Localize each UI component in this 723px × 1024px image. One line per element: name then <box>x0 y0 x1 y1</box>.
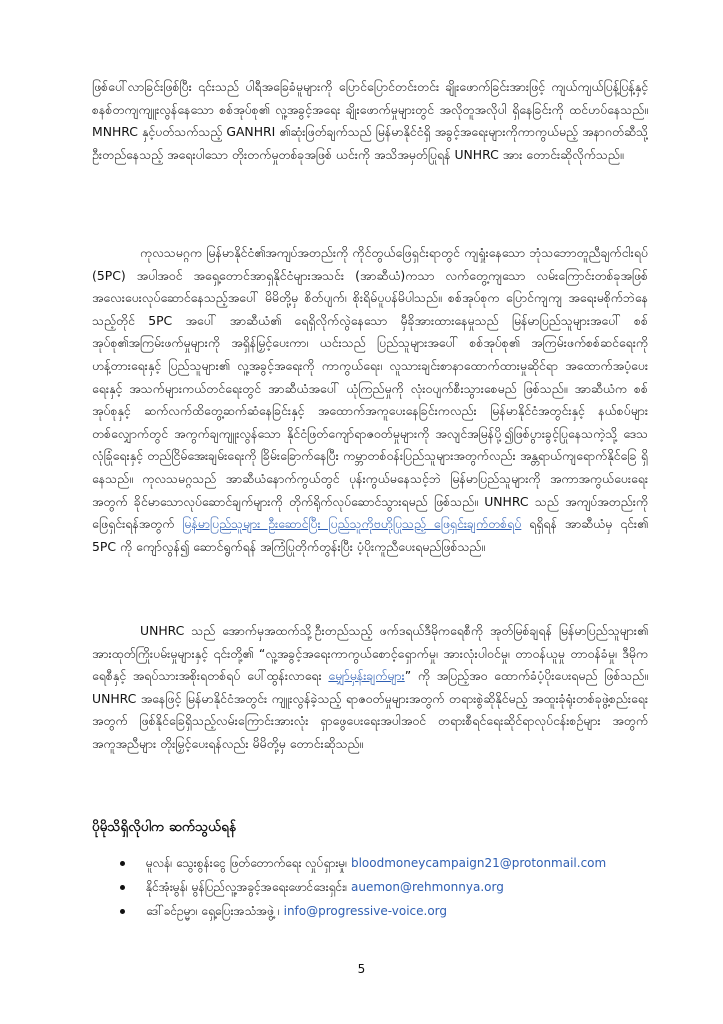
paragraph-2 <box>92 242 648 558</box>
paragraph-text: ဖြစ်ပေါ်လာခြင်းဖြစ်ပြီး ၎င်းသည် ပါရီအခြေခံမူများကို ပြောင်ပြောင်တင်းတင်း ချိုးဖောက်ခြင်းအားဖြင့် ကျယ်ကျယ်ပြန့်ပြန့်နှင့် စနစ်တကျကျူးလွန်နေသော စစ်အုပ်စု၏ လူ့အခွင့်အရေး ချိုးဖောက်မှုများတွင် အလိုတူအလိုပါ ရှိနေခြင်းကို ထင်ဟပ်နေသည်။ MNHRC နှင့်ပတ်သက်သည့် GANHRI ၏ဆုံးဖြတ်ချက်သည် မြန်မာနိုင်ငံရှိ အခွင့်အရေးများကိုကာကွယ်မည့် အနာဂတ်ဆီသို့ ဦးတည်နေသည့် အရေးပါသော တိုးတက်မှုတစ်ခုအဖြစ် ယင်းကို အသိအမှတ်ပြုရန် UNHRC အား တောင်းဆိုလိုက်သည်။ <box>92 79 648 162</box>
contact-heading: ပိုမိုသိရှိလိုပါက ဆက်သွယ်ရန် <box>92 819 236 835</box>
contact-list <box>120 852 660 924</box>
contact-email-link[interactable]: bloodmoneycampaign21@protonmail.com <box>350 856 607 870</box>
contact-email-link[interactable]: info@progressive-voice.org <box>283 904 447 918</box>
contact-item <box>120 900 660 924</box>
contact-item <box>120 852 660 876</box>
paragraph-text: ကုလသမဂ္ဂက မြန်မာနိုင်ငံ၏အကျပ်အတည်းကို ကိုင်တွယ်ဖြေရှင်းရာတွင် ကျရှုံးနေသော ဘုံသဘောတူညီချက်ငါးရပ် (5PC) အပါအဝင် အရှေ့တောင်အာရှနိုင်ငံများအသင်း (အာဆီယံ)ကသာ လက်တွေ့ကျသော လမ်းကြောင်းတစ်ခုအဖြစ် အလေးပေးလုပ်ဆောင်နေသည့်အပေါ် မိမိတို့မှ စိတ်ပျက်၊ စိုးရိမ်ပူပန်မိပါသည်။ စစ်အုပ်စုက ပြောင်ကျကျ အရေးမစိုက်ဘဲနေသည့်တိုင် 5PC အပေါ် အာဆီယံ၏ ရေရှိလိုက်လွဲနေသော မှီခိုအားထားနေမှုသည် မြန်မာပြည်သူများအပေါ် စစ်အုပ်စု၏အကြမ်းဖက်မှုများကို အရှိန်မြှင့်ပေးကာ၊ ယင်းသည် ပြည်သူများအပေါ် စစ်အုပ်စု၏ အကြမ်းဖက်စစ်ဆင်ရေးကို ဟန့်တားရေးနှင့် ပြည်သူများ၏ လူ့အခွင့်အရေးကို ကာကွယ်ရေး၊ လူသားချင်းစာနာထောက်ထားမှုဆိုင်ရာ အထောက်အပံ့ပေးရေးနှင့် အသက်များကယ်တင်ရေးတွင် အာဆီယံအပေါ် ယုံကြည်မှုကို လုံးဝပျက်စီးသွားစေမည် ဖြစ်သည်။ အာဆီယံက စစ်အုပ်စုနှင့် ဆက်လက်ထိတွေ့ဆက်ဆံနေခြင်းနှင့် အထောက်အကူပေးနေခြင်းကလည်း မြန်မာနိုင်ငံအတွင်းနှင့် နယ်စပ်များတစ်လျှောက်တွင် အကွက်ချကျူးလွန်သော နိုင်ငံဖြတ်ကျော်ရာဇဝတ်မှုများကို အလျင်အမြန်ပို့၍ဖြစ်ပွားခွင့်ပြုနေသကဲ့သို့ ဒေသလုံခြုံရေးနှင့် တည်ငြိမ်အေးချမ်းရေးကို ခြိမ်းခြောက်နေပြီး ကမ္ဘာတစ်ဝန်းပြည်သူများအတွက်လည်း အန္တရာယ်ကျရောက်နိုင်ခြေ ရှိနေသည်။ ကုလသမဂ္ဂသည် အာဆီယံနောက်ကွယ်တွင် ပုန်းကွယ်မနေသင့်ဘဲ မြန်မာပြည်သူများကို အကာအကွယ်ပေးရေးအတွက် ခိုင်မာသောလုပ်ဆောင်ချက်များကို တိုက်ရိုက်လုပ်ဆောင်သွားရမည် ဖြစ်သည်။ UNHRC သည် အကျပ်အတည်းကို ဖြေရှင်းရန်အတွက် <box>92 245 648 532</box>
paragraph-text: ရရှိရန် အာဆီယံမှ ၎င်း၏ 5PC ကို ကျော်လွန်၍ ဆောင်ရွက်ရန် အကြံပြုတိုက်တွန်းပြီး ပံ့ပိုးကူညီပေးရမည်ဖြစ်သည်။ <box>92 516 648 554</box>
bullet-icon <box>120 885 125 890</box>
contact-email-link[interactable]: auemon@rehmonnya.org <box>350 880 504 894</box>
bullet-icon <box>120 861 125 866</box>
inline-link[interactable]: မျှော်မှန်းချက်များ <box>328 668 405 684</box>
contact-name: ဒေါ်ခင်ဥမ္မာ၊ ရှေ့ပြေးအသံအဖွဲ့ ၊ <box>146 904 284 918</box>
contact-name: နိုင်အုံးမွန်၊ မွန်ပြည်လူ့အခွင့်အရေးဖောင်ဒေးရှင်း၊ <box>146 880 351 894</box>
paragraph-text: UNHRC သည် အောက်မှအထက်သို့ဦးတည်သည့် ဖက်ဒရယ်ဒီမိုကရေစီကို အုတ်မြစ်ချရန် မြန်မာပြည်သူများ၏ အားထုတ်ကြိုးပမ်းမှုများနှင့် ၎င်းတို့၏ “လူ့အခွင့်အရေးကာကွယ်စောင့်ရှောက်မှု၊ အားလုံးပါဝင်မှု၊ တာဝန်ယူမှု တာဝန်ခံမှု၊ ဒီမိုကရေစီနှင့် အရပ်သားအစိုးရတစ်ရပ် ပေါ်ထွန်းလာရေး <box>92 623 648 684</box>
paragraph-text: ” ကို အပြည့်အဝ ထောက်ခံပံ့ပိုးပေးရမည် ဖြစ်သည်။ UNHRC အနေဖြင့် မြန်မာနိုင်ငံအတွင်း ကျူးလွန်ခဲ့သည့် ရာဇဝတ်မှုများအတွက် တရားစွဲဆိုနိုင်မည့် အထူးခုံရုံးတစ်ခုဖွဲ့စည်းရေးအတွက် ဖြစ်နိုင်ခြေရှိသည့်လမ်းကြောင်းအားလုံး ရှာဖွေပေးရေးအပါအဝင် တရားစီရင်ရေးဆိုင်ရာလုပ်ငန်းစဉ်များ အတွက် အကူအညီများ တိုးမြှင့်ပေးရန်လည်း မိမိတို့မှ တောင်းဆိုသည်။ <box>92 668 648 751</box>
inline-link[interactable]: မြန်မာပြည်သူများ ဦးဆောင်ပြီး ပြည်သူကိုဗဟိုပြုသည့် ဖြေရှင်းချက်တစ်ရပ် <box>182 516 522 532</box>
page-number: 5 <box>357 962 366 976</box>
contact-name: မူလန်၊ သွေးစွန်းငွေ ဖြတ်တောက်ရေး လှုပ်ရှားမှု၊ <box>146 856 351 870</box>
contact-item <box>120 876 660 900</box>
bullet-icon <box>120 909 125 914</box>
paragraph-1 <box>92 76 648 166</box>
paragraph-3 <box>92 620 648 756</box>
